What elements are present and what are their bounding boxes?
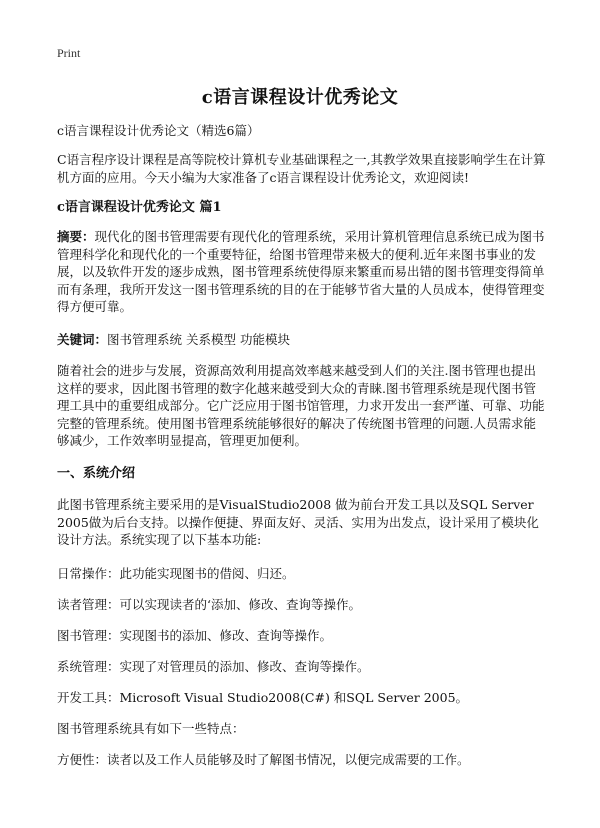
function-item-system: 系统管理：实现了对管理员的添加、修改、查询等操作。 (57, 659, 370, 674)
features-intro: 图书管理系统具有如下一些特点： (57, 721, 245, 736)
function-item-daily: 日常操作：此功能实现图书的借阅、归还。 (57, 566, 295, 581)
function-item-book: 图书管理：实现图书的添加、修改、查询等操作。 (57, 628, 333, 643)
keywords-label: 关键词： (57, 332, 108, 347)
body-paragraph-2: 此图书管理系统主要采用的是VisualStudio2008 做为前台开发工具以及SQL Server 2005做为后台支持。以操作便捷、界面友好、灵活、实用为出发点，设计采用了模块化设计方法。系统实现了以下基本功能: (57, 497, 539, 547)
section-heading-system-intro: 一、系统介绍 (57, 466, 136, 481)
abstract-text: 现代化的图书管理需要有现代化的管理系统，采用计算机管理信息系统已成为图书管理科学化和现代化的一个重要特征，给图书管理带来极大的便利.近年来图书事业的发展，以及软件开发的逐步成熟，图书管理系统使得原来繁重而易出错的图书管理变得简单而有条理，我所开发这一图书管理系统的目的在于能够节省大量的人员成本，使得管理变得方便可靠。 (57, 229, 545, 314)
intro-paragraph: C语言程序设计课程是高等院校计算机专业基础课程之一,其教学效果直接影响学生在计算机方面的应用。今天小编为大家准备了c语言课程设计优秀论文，欢迎阅读! (57, 152, 546, 185)
body-paragraph-1: 随着社会的进步与发展，资源高效利用提高效率越来越受到人们的关注.图书管理也提出这样的要求，因此图书管理的数字化越来越受到大众的青睐.图书管理系统是现代图书管理工具中的重要组成部分。它广泛应用于图书馆管理，力求开发出一套严谨、可靠、功能完整的管理系统。使用图书管理系统能够很好的解决了传统图书管理的问题.人员需求能够减少，工作效率明显提高，管理更加便利。 (57, 363, 545, 448)
keywords-text: 图书管理系统 关系模型 功能模块 (107, 332, 290, 347)
keywords-line (57, 331, 547, 349)
dev-tools-line: 开发工具：Microsoft Visual Studio2008(C#) 和SQL Server 2005。 (57, 690, 469, 705)
abstract-paragraph (57, 228, 547, 316)
function-item-reader: 读者管理：可以实现读者的‘添加、修改、查询等操作。 (57, 597, 361, 612)
subtitle: c语言课程设计优秀论文（精选6篇） (57, 123, 260, 138)
abstract-label: 摘要： (57, 229, 95, 244)
page-title: c语言课程设计优秀论文 (201, 87, 399, 108)
article-heading: c语言课程设计优秀论文 篇1 (57, 200, 222, 215)
print-label: Print (57, 46, 81, 60)
feature-item-convenience: 方便性：读者以及工作人员能够及时了解图书情况，以便完成需要的工作。 (57, 752, 470, 767)
